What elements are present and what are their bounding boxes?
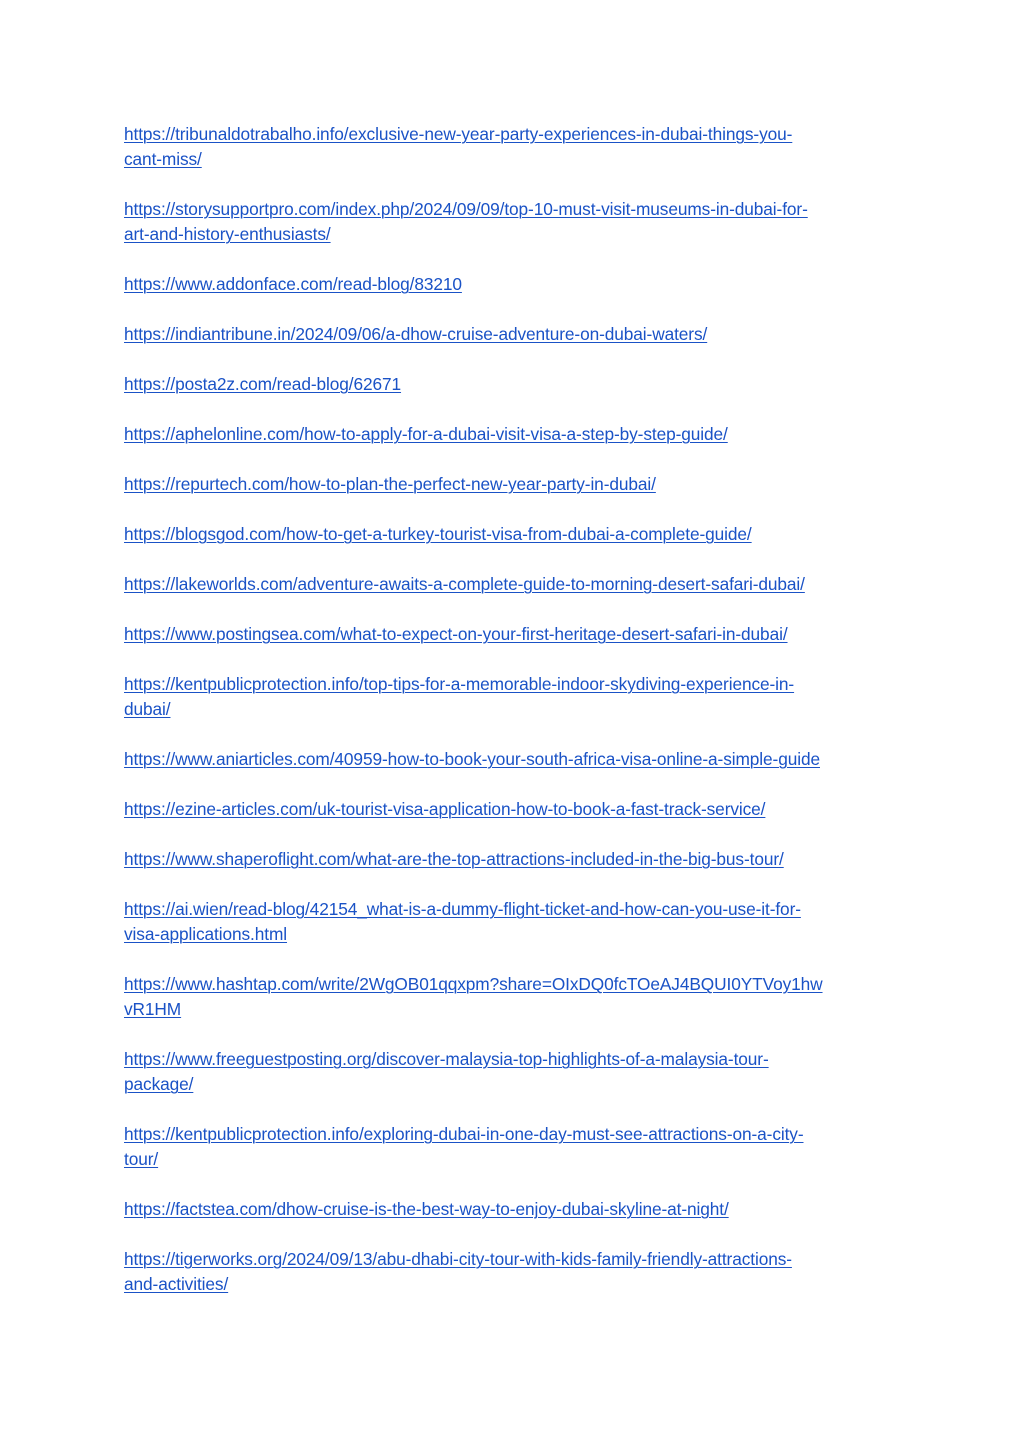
list-item: [124, 1247, 904, 1297]
hyperlink[interactable]: https://kentpublicprotection.info/top-tips-for-a-memorable-indoor-skydiving-experience-in- dubai/: [124, 674, 795, 719]
hyperlink[interactable]: https://ezine-articles.com/uk-tourist-visa-application-how-to-book-a-fast-track-service/: [124, 799, 766, 819]
list-item: [124, 572, 904, 597]
list-item: [124, 122, 904, 172]
list-item: [124, 747, 904, 772]
list-item: [124, 897, 904, 947]
hyperlink[interactable]: https://www.postingsea.com/what-to-expect-on-your-first-heritage-desert-safari-in-dubai/: [124, 624, 788, 644]
hyperlink[interactable]: https://www.addonface.com/read-blog/83210: [124, 274, 462, 294]
hyperlink[interactable]: https://kentpublicprotection.info/exploring-dubai-in-one-day-must-see-attractions-on-a-city- tour/: [124, 1124, 804, 1169]
hyperlink[interactable]: https://aphelonline.com/how-to-apply-for-a-dubai-visit-visa-a-step-by-step-guide/: [124, 424, 728, 444]
list-item: [124, 1122, 904, 1172]
hyperlink[interactable]: https://ai.wien/read-blog/42154_what-is-a-dummy-flight-ticket-and-how-can-you-use-it-for- visa-applications.html: [124, 899, 801, 944]
hyperlink[interactable]: https://www.shaperoflight.com/what-are-the-top-attractions-included-in-the-big-bus-tour/: [124, 849, 784, 869]
list-item: [124, 472, 904, 497]
hyperlink[interactable]: https://storysupportpro.com/index.php/2024/09/09/top-10-must-visit-museums-in-dubai-for- art-and-history-enthusiasts/: [124, 199, 808, 244]
hyperlink[interactable]: https://posta2z.com/read-blog/62671: [124, 374, 402, 394]
hyperlink[interactable]: https://indiantribune.in/2024/09/06/a-dhow-cruise-adventure-on-dubai-waters/: [124, 324, 708, 344]
list-item: [124, 197, 904, 247]
hyperlink[interactable]: https://factstea.com/dhow-cruise-is-the-best-way-to-enjoy-dubai-skyline-at-night/: [124, 1199, 729, 1219]
list-item: [124, 372, 904, 397]
list-item: [124, 522, 904, 547]
hyperlink[interactable]: https://tigerworks.org/2024/09/13/abu-dhabi-city-tour-with-kids-family-friendly-attractions- and-activities/: [124, 1249, 792, 1294]
hyperlink[interactable]: https://www.hashtap.com/write/2WgOB01qqxpm?share=OIxDQ0fcTOeAJ4BQUI0YTVoy1hw vR1HM: [124, 974, 823, 1019]
list-item: [124, 272, 904, 297]
list-item: [124, 797, 904, 822]
list-item: [124, 1197, 904, 1222]
list-item: [124, 847, 904, 872]
hyperlink[interactable]: https://www.freeguestposting.org/discover-malaysia-top-highlights-of-a-malaysia-tour- package/: [124, 1049, 769, 1094]
link-list: [124, 122, 904, 1322]
hyperlink[interactable]: https://tribunaldotrabalho.info/exclusive-new-year-party-experiences-in-dubai-things-you- cant-miss/: [124, 124, 793, 169]
list-item: [124, 322, 904, 347]
hyperlink[interactable]: https://repurtech.com/how-to-plan-the-perfect-new-year-party-in-dubai/: [124, 474, 656, 494]
list-item: [124, 972, 904, 1022]
list-item: [124, 1047, 904, 1097]
list-item: [124, 422, 904, 447]
list-item: [124, 672, 904, 722]
hyperlink[interactable]: https://blogsgod.com/how-to-get-a-turkey-tourist-visa-from-dubai-a-complete-guide/: [124, 524, 752, 544]
hyperlink[interactable]: https://lakeworlds.com/adventure-awaits-a-complete-guide-to-morning-desert-safari-dubai/: [124, 574, 805, 594]
list-item: [124, 622, 904, 647]
hyperlink[interactable]: https://www.aniarticles.com/40959-how-to-book-your-south-africa-visa-online-a-simple-guide: [124, 749, 820, 769]
